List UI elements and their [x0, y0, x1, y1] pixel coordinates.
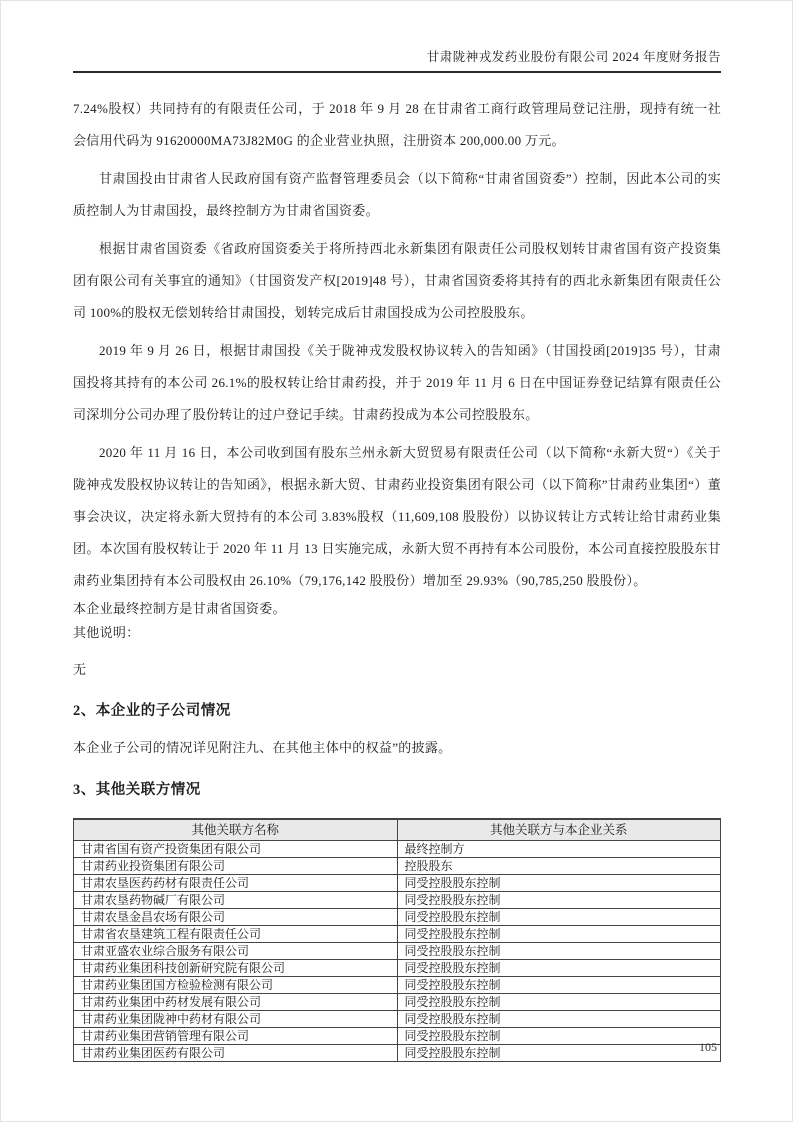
related-party-name-cell: 甘肃农垦药物碱厂有限公司: [74, 892, 398, 909]
table-row: [74, 909, 721, 926]
table-row: [74, 858, 721, 875]
column-header-name: 其他关联方名称: [74, 819, 398, 841]
related-party-name-cell: 甘肃药业集团中药材发展有限公司: [74, 994, 398, 1011]
related-party-name-cell: 甘肃药业集团营销管理有限公司: [74, 1028, 398, 1045]
paragraph: 2019 年 9 月 26 日，根据甘肃国投《关于陇神戎发股权协议转入的告知函》（甘国投函[2019]35 号），甘肃国投将其持有的本公司 26.1%的股权转让给甘肃药投，并于 2019 年 11 月 6 日在中国证券登记结算有限责任公司深圳分公司办理了股份转让的过户登记手续。甘肃药投成为本公司控股股东。: [73, 343, 721, 422]
paragraph: 甘肃国投由甘肃省人民政府国有资产监督管理委员会（以下简称“甘肃省国资委”）控制，因此本公司的实质控制人为甘肃国投，最终控制方为甘肃省国资委。: [73, 171, 721, 218]
related-party-name-cell: 甘肃药业集团医药有限公司: [74, 1045, 398, 1062]
paragraph: 2020 年 11 月 16 日，本公司收到国有股东兰州永新大贸贸易有限责任公司（以下简称“永新大贸“）《关于陇神戎发股权协议转让的告知函》，根据永新大贸、甘肃药业投资集团有限公司（以下简称”甘肃药业集团“）董事会决议，决定将永新大贸持有的本公司 3.83%股权（11,609,108 股股份）以协议转让方式转让给甘肃药业集团。本次国有股权转让于 2020 年 11 月 13 日实施完成，永新大贸不再持有本公司股份，本公司直接控股股东甘肃药业集团持有本公司股权由 26.10%（79,176,142 股股份）增加至 29.93%（90,785,250 股股份）。: [73, 445, 721, 588]
table-row: [74, 1028, 721, 1045]
related-party-relation-cell: 同受控股股东控制: [397, 892, 721, 909]
table-row: [74, 841, 721, 858]
related-party-name-cell: 甘肃农垦医药药材有限责任公司: [74, 875, 398, 892]
related-party-name-cell: 甘肃药业集团科技创新研究院有限公司: [74, 960, 398, 977]
other-note-value: 无: [73, 662, 87, 677]
related-party-name-cell: 甘肃农垦金昌农场有限公司: [74, 909, 398, 926]
paragraph: 7.24%股权）共同持有的有限责任公司，于 2018 年 9 月 28 在甘肃省工商行政管理局登记注册，现持有统一社会信用代码为 91620000MA73J82M0G 的企业营业执照，注册资本 200,000.00 万元。: [73, 101, 721, 148]
related-parties-table: [73, 818, 721, 1062]
related-parties-table-head: [74, 819, 721, 841]
table-row: [74, 960, 721, 977]
related-party-name-cell: 甘肃药业投资集团有限公司: [74, 858, 398, 875]
related-party-name-cell: 甘肃药业集团陇神中药材有限公司: [74, 1011, 398, 1028]
table-row: [74, 977, 721, 994]
table-row: [74, 994, 721, 1011]
document-header-title: 甘肃陇神戎发药业股份有限公司 2024 年度财务报告: [426, 50, 721, 64]
table-row: [74, 892, 721, 909]
related-party-relation-cell: 同受控股股东控制: [397, 994, 721, 1011]
ultimate-controller-note: 本企业最终控制方是甘肃省国资委。: [73, 601, 286, 616]
table-row: [74, 926, 721, 943]
table-header-row: [74, 819, 721, 841]
related-party-relation-cell: 同受控股股东控制: [397, 960, 721, 977]
related-party-relation-cell: 同受控股股东控制: [397, 926, 721, 943]
related-party-relation-cell: 最终控制方: [397, 841, 721, 858]
section-2-body: 本企业子公司的情况详见附注九、在其他主体中的权益”的披露。: [73, 740, 452, 755]
related-party-name-cell: 甘肃药业集团国方检验检测有限公司: [74, 977, 398, 994]
table-row: [74, 943, 721, 960]
column-header-relation: 其他关联方与本企业关系: [397, 819, 721, 841]
related-party-name-cell: 甘肃省国有资产投资集团有限公司: [74, 841, 398, 858]
related-party-relation-cell: 同受控股股东控制: [397, 1011, 721, 1028]
related-party-relation-cell: 同受控股股东控制: [397, 1028, 721, 1045]
body-text-block: [73, 93, 721, 1062]
page-number: 105: [699, 1040, 717, 1054]
related-party-relation-cell: 同受控股股东控制: [397, 909, 721, 926]
related-parties-table-body: [74, 841, 721, 1062]
related-party-relation-cell: 同受控股股东控制: [397, 1045, 721, 1062]
table-row: [74, 875, 721, 892]
related-party-relation-cell: 控股股东: [397, 858, 721, 875]
table-row: [74, 1011, 721, 1028]
table-row: [74, 1045, 721, 1062]
related-party-relation-cell: 同受控股股东控制: [397, 943, 721, 960]
other-note-label: 其他说明：: [73, 625, 140, 640]
section-3-heading: 3、其他关联方情况: [73, 782, 201, 798]
document-header: [73, 47, 721, 73]
paragraph: 根据甘肃省国资委《省政府国资委关于将所持西北永新集团有限责任公司股权划转甘肃省国有资产投资集团有限公司有关事宜的通知》（甘国资发产权[2019]48 号），甘肃省国资委将其持有的西北永新集团有限责任公司 100%的股权无偿划转给甘肃国投，划转完成后甘肃国投成为公司控股股东。: [73, 241, 721, 320]
related-party-relation-cell: 同受控股股东控制: [397, 875, 721, 892]
related-party-relation-cell: 同受控股股东控制: [397, 977, 721, 994]
related-party-name-cell: 甘肃亚盛农业综合服务有限公司: [74, 943, 398, 960]
related-party-name-cell: 甘肃省农垦建筑工程有限责任公司: [74, 926, 398, 943]
page-content: [73, 1, 721, 1062]
section-2-heading: 2、本企业的子公司情况: [73, 703, 231, 719]
